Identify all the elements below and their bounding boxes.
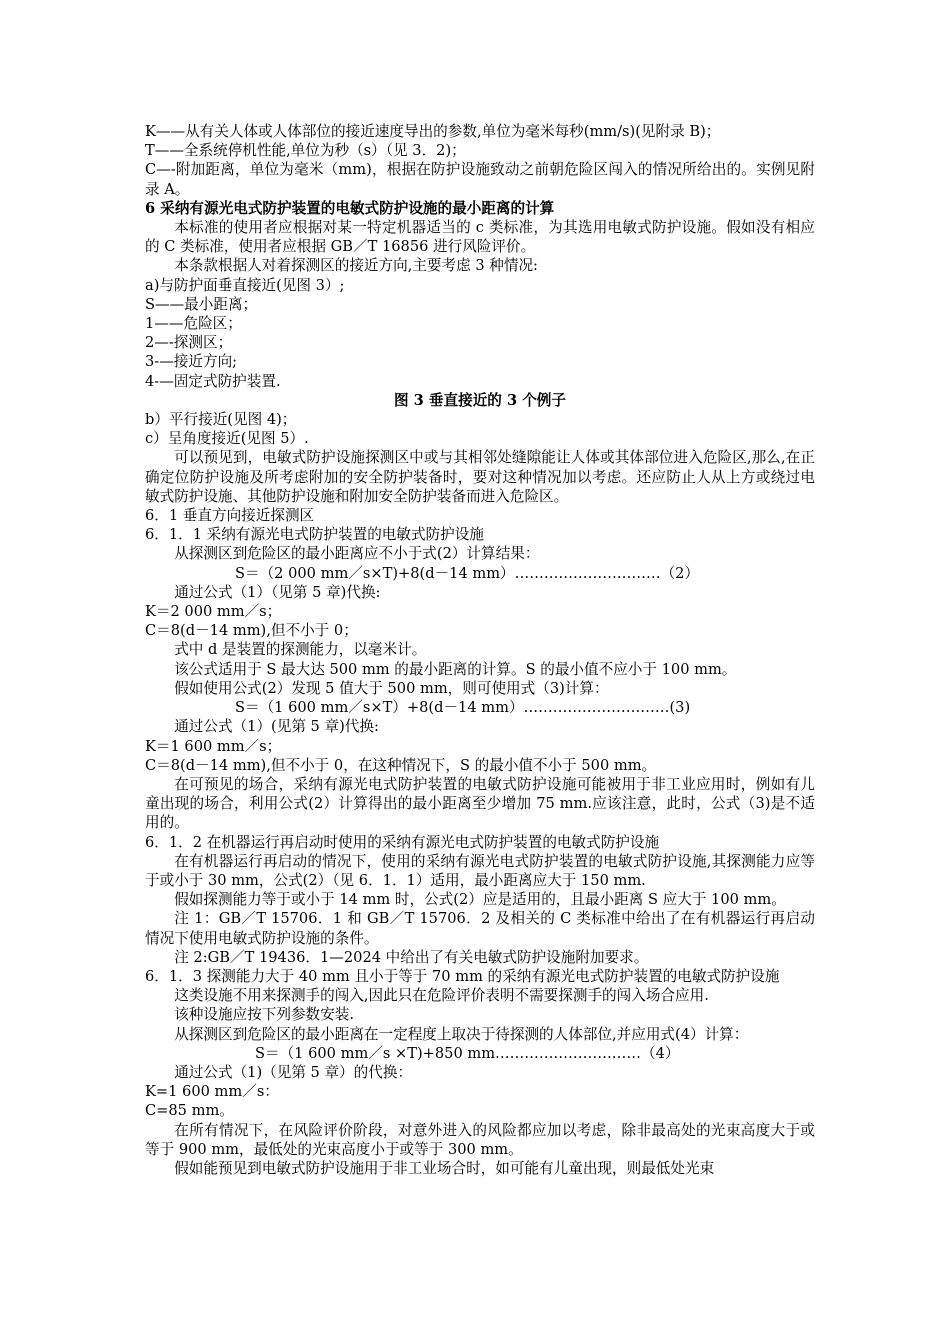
text-line: 可以预见到，电敏式防护设施探测区中或与其相邻处缝隙能让人体或其体部位进入危险区,那么,在正确定位防护设施及所考虑附加的安全防护装备时，要对这种情况加以考虑。还应防止人从上方或绕过电敏式防护设施、其他防护设施和附加安全防护装备而进入危险区。 (145, 449, 815, 505)
text-line: C—-附加距离，单位为毫米（mm)，根据在防护设施致动之前朝危险区闯入的情况所给出的。实例见附录 A。 (145, 161, 815, 198)
text-line: 假如探测能力等于或小于 14 mm 时，公式(2）应是适用的，且最小距离 S 应大于 100 mm。 (174, 891, 786, 909)
text-line: K＝2 000 mm／s； (145, 603, 282, 621)
text-line: b）平行接近(见图 4)； (145, 411, 297, 429)
text-line: 6．1．1 采纳有源光电式防护装置的电敏式防护设施 (145, 526, 484, 544)
figure-caption: 图 3 垂直接近的 3 个例子 (394, 391, 566, 409)
text-line: 假如使用公式(2）发现 5 值大于 500 mm，则可使用式（3)计算： (174, 679, 609, 697)
text-line: 该公式适用于 S 最大达 500 mm 的最小距离的计算。S 的最小值不应小于 100 mm。 (174, 660, 737, 678)
text-line: 从探测区到危险区的最小距离在一定程度上取决于待探测的人体部位,并应用式(4）计算： (174, 1025, 749, 1043)
text-line: 6．1．2 在机器运行再启动时使用的采纳有源光电式防护装置的电敏式防护设施 (145, 833, 660, 851)
text-line: 注 2:GB／T 19436．1—2024 中给出了有关电敏式防护设施附加要求。 (174, 948, 649, 966)
text-line: 4-—固定式防护装置. (145, 372, 281, 390)
text-line: S＝（2 000 mm／s×T)+8(d－14 mm）…………………………（2） (235, 564, 700, 582)
text-line: c）呈角度接近(见图 5）. (145, 430, 309, 448)
text-line: T——全系统停机性能,单位为秒（s）（见 3．2)； (145, 142, 466, 160)
text-line: 这类设施不用来探测手的闯入,因此只在危险评价表明不需要探测手的闯入场合应用. (174, 987, 709, 1005)
text-line: S＝（1 600 mm／s×T）+8(d－14 mm）…………………………(3) (235, 699, 691, 717)
text-line: 在可预见的场合，采纳有源光电式防护装置的电敏式防护设施可能被用于非工业应用时，例如有儿童出现的场合，利用公式(2）计算得出的最小距离至少增加 75 mm.应该注意，此时，公式（3)是不适用的。 (145, 775, 815, 832)
text-line: 通过公式（1）(见第 5 章)代换: (174, 718, 379, 736)
text-line: K——从有关人体或人体部位的接近速度导出的参数,单位为毫米每秒(mm/s)(见附录 B)； (145, 123, 721, 140)
text-line: 假如能预见到电敏式防护设施用于非工业场合时，如可能有儿童出现，则最低处光束 (174, 1159, 715, 1177)
text-line: 在有机器运行再启动的情况下，使用的采纳有源光电式防护装置的电敏式防护设施,其探测能力应等于或小于 30 mm，公式(2）（见 6．1．1）适用，最小距离应大于 150 mm. (145, 852, 815, 889)
text-line: 6．1．3 探测能力大于 40 mm 且小于等于 70 mm 的采纳有源光电式防护装置的电敏式防护设施 (145, 967, 780, 985)
text-line: 从探测区到危险区的最小距离应不小于式(2）计算结果： (174, 545, 540, 563)
text-line: C＝8(d－14 mm),但不小于 0； (145, 622, 358, 640)
text-line: 通过公式（1）（见第 5 章)代换: (174, 583, 381, 601)
text-line: 注 1：GB／T 15706．1 和 GB／T 15706．2 及相关的 C 类标准中给出了在有机器运行再启动情况下使用电敏式防护设施的条件。 (145, 910, 815, 947)
text-line: C=85 mm。 (145, 1102, 234, 1120)
text-line: 1——危险区； (145, 315, 242, 333)
document-page (145, 122, 815, 1178)
text-line: 3-—接近方向; (145, 353, 238, 371)
text-line: 式中 d 是装置的探测能力，以毫米计。 (174, 641, 427, 659)
text-line: 6．1 垂直方向接近探测区 (145, 507, 315, 525)
text-line: 通过公式（1)（见第 5 章）的代换： (174, 1063, 413, 1081)
text-line: 该种设施应按下列参数安装. (174, 1006, 354, 1024)
text-line: K=1 600 mm／s： (145, 1083, 279, 1101)
text-line: 本标准的使用者应根据对某一特定机器适当的 c 类标准，为其选用电敏式防护设施。假如没有相应的 C 类标准，使用者应根据 GB／T 16856 进行风险评价。 (145, 219, 815, 256)
text-line: K＝1 600 mm／s； (145, 737, 282, 755)
text-line: 在所有情况下，在风险评价阶段，对意外进入的风险都应加以考虑，除非最高处的光束高度大于或等于 900 mm，最低处的光束高度小于或等于 300 mm。 (145, 1121, 815, 1158)
text-line: S＝（1 600 mm／s ×T)+850 mm…………………………（4） (255, 1044, 680, 1062)
text-line: S——最小距离； (145, 295, 258, 313)
text-line: 本条款根据人对着探测区的接近方向,主要考虑 3 种情况: (174, 257, 538, 275)
text-line: C＝8(d－14 mm),但不小于 0，在这种情况下，S 的最小值不小于 500 mm。 (145, 756, 657, 774)
text-line: 2—-探测区； (145, 334, 233, 352)
text-line: a)与防护面垂直接近(见图 3）; (145, 276, 345, 294)
section-heading: 6 采纳有源光电式防护装置的电敏式防护设施的最小距离的计算 (145, 199, 555, 217)
